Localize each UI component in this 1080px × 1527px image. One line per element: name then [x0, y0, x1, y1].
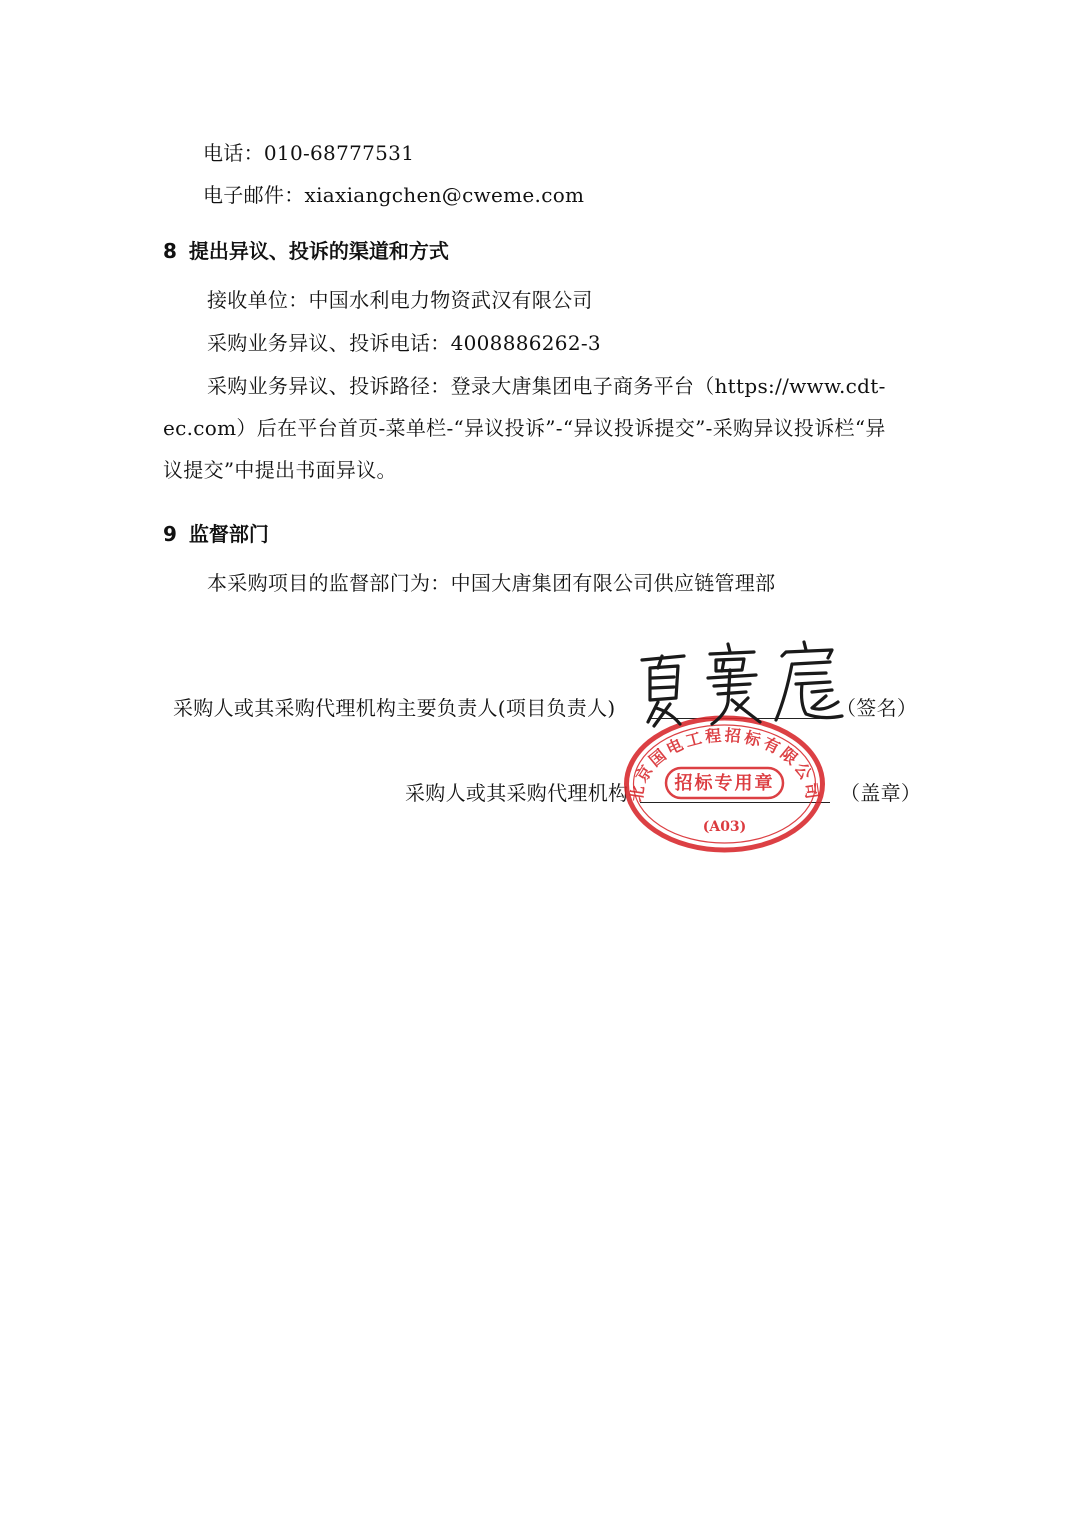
section-8-title: 提出异议、投诉的渠道和方式 [188, 239, 449, 263]
seal-center-text: 招标专用章 [674, 773, 775, 794]
section-8-number: 8 [163, 239, 177, 263]
complaint-path-line-3: 议提交”中提出书面异议。 [163, 458, 397, 482]
hotline-line: 采购业务异议、投诉电话：4008886262-3 [207, 331, 601, 355]
contact-email: 电子邮件：xiaxiangchen@cweme.com [203, 183, 585, 207]
section-9-title: 监督部门 [188, 522, 269, 546]
principal-suffix: （签名） [836, 696, 918, 720]
seal-ring-text: 北京国电工程招标有限公司 [626, 725, 823, 804]
section-8-heading [163, 237, 449, 265]
contact-phone: 电话：010-68777531 [203, 141, 415, 165]
complaint-path-line-2: ec.com）后在平台首页-菜单栏-“异议投诉”-“异议投诉提交”-采购异议投诉栏“异 [163, 416, 886, 440]
seal-code: (A03) [702, 819, 747, 835]
complaint-path-line-1: 采购业务异议、投诉路径：登录大唐集团电子商务平台（https://www.cdt- [207, 374, 886, 398]
principal-label: 采购人或其采购代理机构主要负责人(项目负责人) [173, 696, 616, 720]
section-9-heading [163, 520, 269, 548]
supervision-line: 本采购项目的监督部门为：中国大唐集团有限公司供应链管理部 [207, 571, 776, 595]
agency-label: 采购人或其采购代理机构 [405, 781, 629, 805]
section-9-number: 9 [163, 522, 177, 546]
agency-suffix: （盖章） [840, 781, 922, 805]
official-seal [622, 714, 827, 854]
receiver-line: 接收单位：中国水利电力物资武汉有限公司 [207, 288, 593, 312]
handwritten-signature [636, 640, 846, 730]
